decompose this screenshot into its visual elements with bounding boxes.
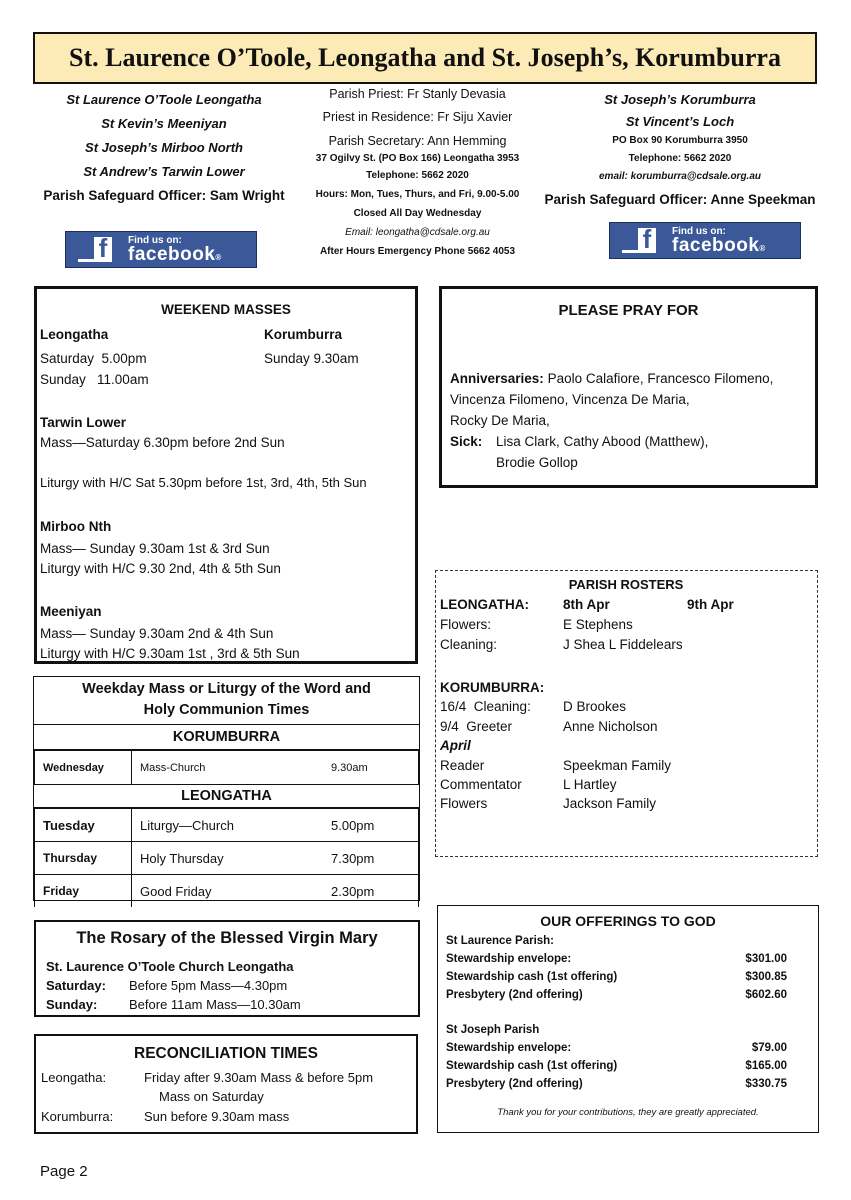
offering-amount: $165.00 <box>745 1060 787 1072</box>
reconciliation-korumburra-time: Sun before 9.30am mass <box>144 1109 290 1124</box>
parish-priest: Parish Priest: Fr Stanly Devasia <box>329 87 506 101</box>
church-name: St Joseph’s Mirboo North <box>85 140 243 155</box>
rosary-church: St. Laurence O’Toole Church Leongatha <box>46 959 294 974</box>
facebook-label: Find us on: facebook® <box>128 235 222 265</box>
anniversaries-names: Vincenza Filomeno, Vincenza De Maria, <box>450 392 690 407</box>
tarwin-liturgy: Liturgy with H/C Sat 5.30pm before 1st, 3rd, 4th, 5th Sun <box>40 475 367 490</box>
pray-heading: PLEASE PRAY FOR <box>558 302 699 319</box>
leongatha-saturday: Saturday 5.00pm <box>40 351 147 366</box>
offerings-box <box>437 905 819 1133</box>
facebook-button[interactable] <box>609 222 801 259</box>
leongatha-sunday: Sunday 11.00am <box>40 372 149 387</box>
parish-title: St Joseph Parish <box>446 1024 540 1036</box>
weekday-leongatha-heading: LEONGATHA <box>34 785 419 808</box>
roster-value: D Brookes <box>563 699 627 714</box>
right-email: email: korumburra@cdsale.org.au <box>598 171 762 182</box>
day-cell: Friday <box>35 875 132 908</box>
day-cell: Wednesday <box>35 751 132 785</box>
anniversaries-names: Rocky De Maria, <box>450 413 550 428</box>
office-telephone: Telephone: 5662 2020 <box>366 170 469 181</box>
please-pray-box <box>439 286 818 488</box>
mirboo-liturgy: Liturgy with H/C 9.30 2nd, 4th & 5th Sun <box>40 561 281 576</box>
rosary-box <box>34 920 420 1017</box>
church-name: St Joseph’s Korumburra <box>604 92 756 107</box>
what-cell: Liturgy—Church <box>132 809 324 842</box>
roster-value: Anne Nicholson <box>563 719 658 734</box>
safeguard-officer: Parish Safeguard Officer: Sam Wright <box>43 188 285 203</box>
reconciliation-leongatha-time: Friday after 9.30am Mass & before 5pm <box>144 1070 374 1085</box>
roster-label: Flowers: <box>440 617 492 632</box>
rosters-heading: PARISH ROSTERS <box>568 577 684 592</box>
korumburra-weekday-table <box>34 750 419 785</box>
leongatha-weekday-table <box>34 808 419 907</box>
left-parish-info <box>33 88 295 208</box>
rosary-saturday-label: Saturday: <box>46 978 106 993</box>
reconciliation-box <box>34 1034 418 1134</box>
roster-value: Jackson Family <box>563 796 657 811</box>
sick-names: Brodie Gollop <box>496 455 578 470</box>
korumburra-sunday: Sunday 9.30am <box>264 351 359 366</box>
meeniyan-mass: Mass— Sunday 9.30am 2nd & 4th Sun <box>40 626 274 641</box>
facebook-icon: f <box>622 228 656 253</box>
weekday-korumburra-heading: KORUMBURRA <box>34 725 419 750</box>
rosary-saturday-time: Before 5pm Mass—4.30pm <box>129 978 288 993</box>
korumburra-label: Korumburra <box>264 327 343 342</box>
roster-value: E Stephens <box>563 617 633 632</box>
table-row <box>35 842 419 875</box>
rosters-leongatha: LEONGATHA: <box>440 597 529 612</box>
roster-value: Speekman Family <box>563 758 672 773</box>
sick-label: Sick: <box>450 434 483 449</box>
facebook-button[interactable] <box>65 231 257 268</box>
weekday-mass-box <box>33 676 420 901</box>
offering-amount: $602.60 <box>745 989 787 1001</box>
time-cell: 9.30am <box>323 751 419 785</box>
tarwin-mass: Mass—Saturday 6.30pm before 2nd Sun <box>40 435 285 450</box>
roster-label: Flowers <box>440 796 488 811</box>
weekend-masses-heading: WEEKEND MASSES <box>161 302 291 317</box>
roster-date: 8th Apr <box>563 597 610 612</box>
roster-label: 9/4 Greeter <box>440 719 513 734</box>
time-cell: 5.00pm <box>323 809 419 842</box>
rosary-heading: The Rosary of the Blessed Virgin Mary <box>76 929 378 947</box>
day-cell: Tuesday <box>35 809 132 842</box>
parish-title: St Laurence Parish: <box>446 935 555 947</box>
leongatha-label: Leongatha <box>40 327 109 342</box>
offering-label: Presbytery (2nd offering) <box>446 1078 583 1090</box>
roster-label: 16/4 Cleaning: <box>440 699 531 714</box>
roster-month: April <box>440 738 471 753</box>
po-box: PO Box 90 Korumburra 3950 <box>612 135 748 146</box>
offering-label: Stewardship cash (1st offering) <box>446 971 618 983</box>
offering-amount: $79.00 <box>751 1042 787 1054</box>
sick-names: Lisa Clark, Cathy Abood (Matthew), <box>496 434 709 449</box>
reconciliation-leongatha-time: Mass on Saturday <box>159 1089 264 1104</box>
facebook-label: Find us on: facebook® <box>672 226 766 256</box>
weekend-masses-box <box>34 286 418 664</box>
table-row <box>35 751 419 785</box>
roster-label: Commentator <box>440 777 522 792</box>
parish-secretary: Parish Secretary: Ann Hemming <box>328 134 507 148</box>
offerings-heading: OUR OFFERINGS TO GOD <box>540 913 716 929</box>
roster-label: Reader <box>440 758 485 773</box>
anniversaries-names: Paolo Calafiore, Francesco Filomeno, <box>547 371 774 386</box>
roster-value: J Shea L Fiddelears <box>563 637 683 652</box>
rosters-korumburra: KORUMBURRA: <box>440 680 545 695</box>
offering-label: Stewardship cash (1st offering) <box>446 1060 618 1072</box>
page-number: Page 2 <box>40 1163 88 1180</box>
roster-label: Cleaning: <box>440 637 498 652</box>
offerings-thanks: Thank you for your contributions, they are greatly appreciated. <box>497 1107 759 1118</box>
church-name: St Andrew’s Tarwin Lower <box>83 164 245 179</box>
reconciliation-korumburra-label: Korumburra: <box>41 1109 114 1124</box>
rosary-sunday-label: Sunday: <box>46 997 98 1012</box>
reconciliation-leongatha-label: Leongatha: <box>41 1070 107 1085</box>
emergency-phone: After Hours Emergency Phone 5662 4053 <box>319 246 516 257</box>
time-cell: 7.30pm <box>323 842 419 875</box>
priest-in-residence: Priest in Residence: Fr Siju Xavier <box>322 110 513 124</box>
roster-date: 9th Apr <box>687 597 734 612</box>
offering-label: Stewardship envelope: <box>446 1042 572 1054</box>
what-cell: Holy Thursday <box>132 842 324 875</box>
offering-label: Stewardship envelope: <box>446 953 572 965</box>
meeniyan-label: Meeniyan <box>40 604 102 619</box>
safeguard-officer: Parish Safeguard Officer: Anne Speekman <box>544 192 816 207</box>
time-cell: 2.30pm <box>323 875 419 908</box>
mirboo-mass: Mass— Sunday 9.30am 1st & 3rd Sun <box>40 541 270 556</box>
office-closed: Closed All Day Wednesday <box>353 208 482 219</box>
office-hours: Hours: Mon, Tues, Thurs, and Fri, 9.00-5.00 <box>315 189 520 200</box>
tarwin-label: Tarwin Lower <box>40 415 127 430</box>
right-parish-info <box>540 88 820 212</box>
right-telephone: Telephone: 5662 2020 <box>628 153 732 164</box>
day-cell: Thursday <box>35 842 132 875</box>
table-row <box>35 809 419 842</box>
reconciliation-heading: RECONCILIATION TIMES <box>134 1045 318 1062</box>
anniversaries-label: Anniversaries: <box>450 371 544 386</box>
offering-amount: $330.75 <box>745 1078 787 1090</box>
meeniyan-liturgy: Liturgy with H/C 9.30am 1st , 3rd & 5th Sun <box>40 646 300 661</box>
what-cell: Good Friday <box>132 875 324 908</box>
rosary-sunday-time: Before 11am Mass—10.30am <box>129 997 301 1012</box>
parish-rosters-box <box>435 570 818 857</box>
church-name: St Kevin’s Meeniyan <box>101 116 227 131</box>
office-address: 37 Ogilvy St. (PO Box 166) Leongatha 3953 <box>315 153 520 164</box>
parish-contact-info <box>300 84 535 261</box>
roster-value: L Hartley <box>563 777 617 792</box>
page-title: St. Laurence O’Toole, Leongatha and St. Joseph’s, Korumburra <box>33 32 817 84</box>
mirboo-label: Mirboo Nth <box>40 519 112 534</box>
weekday-heading: Weekday Mass or Liturgy of the Word and Holy Communion Times <box>34 677 419 725</box>
offering-label: Presbytery (2nd offering) <box>446 989 583 1001</box>
table-row <box>35 875 419 908</box>
church-name: St Vincent’s Loch <box>625 114 735 129</box>
offering-amount: $300.85 <box>745 971 787 983</box>
what-cell: Mass-Church <box>132 751 324 785</box>
church-name: St Laurence O’Toole Leongatha <box>66 92 262 107</box>
office-email: Email: leongatha@cdsale.org.au <box>345 227 490 238</box>
offering-amount: $301.00 <box>745 953 787 965</box>
facebook-icon: f <box>78 237 112 262</box>
